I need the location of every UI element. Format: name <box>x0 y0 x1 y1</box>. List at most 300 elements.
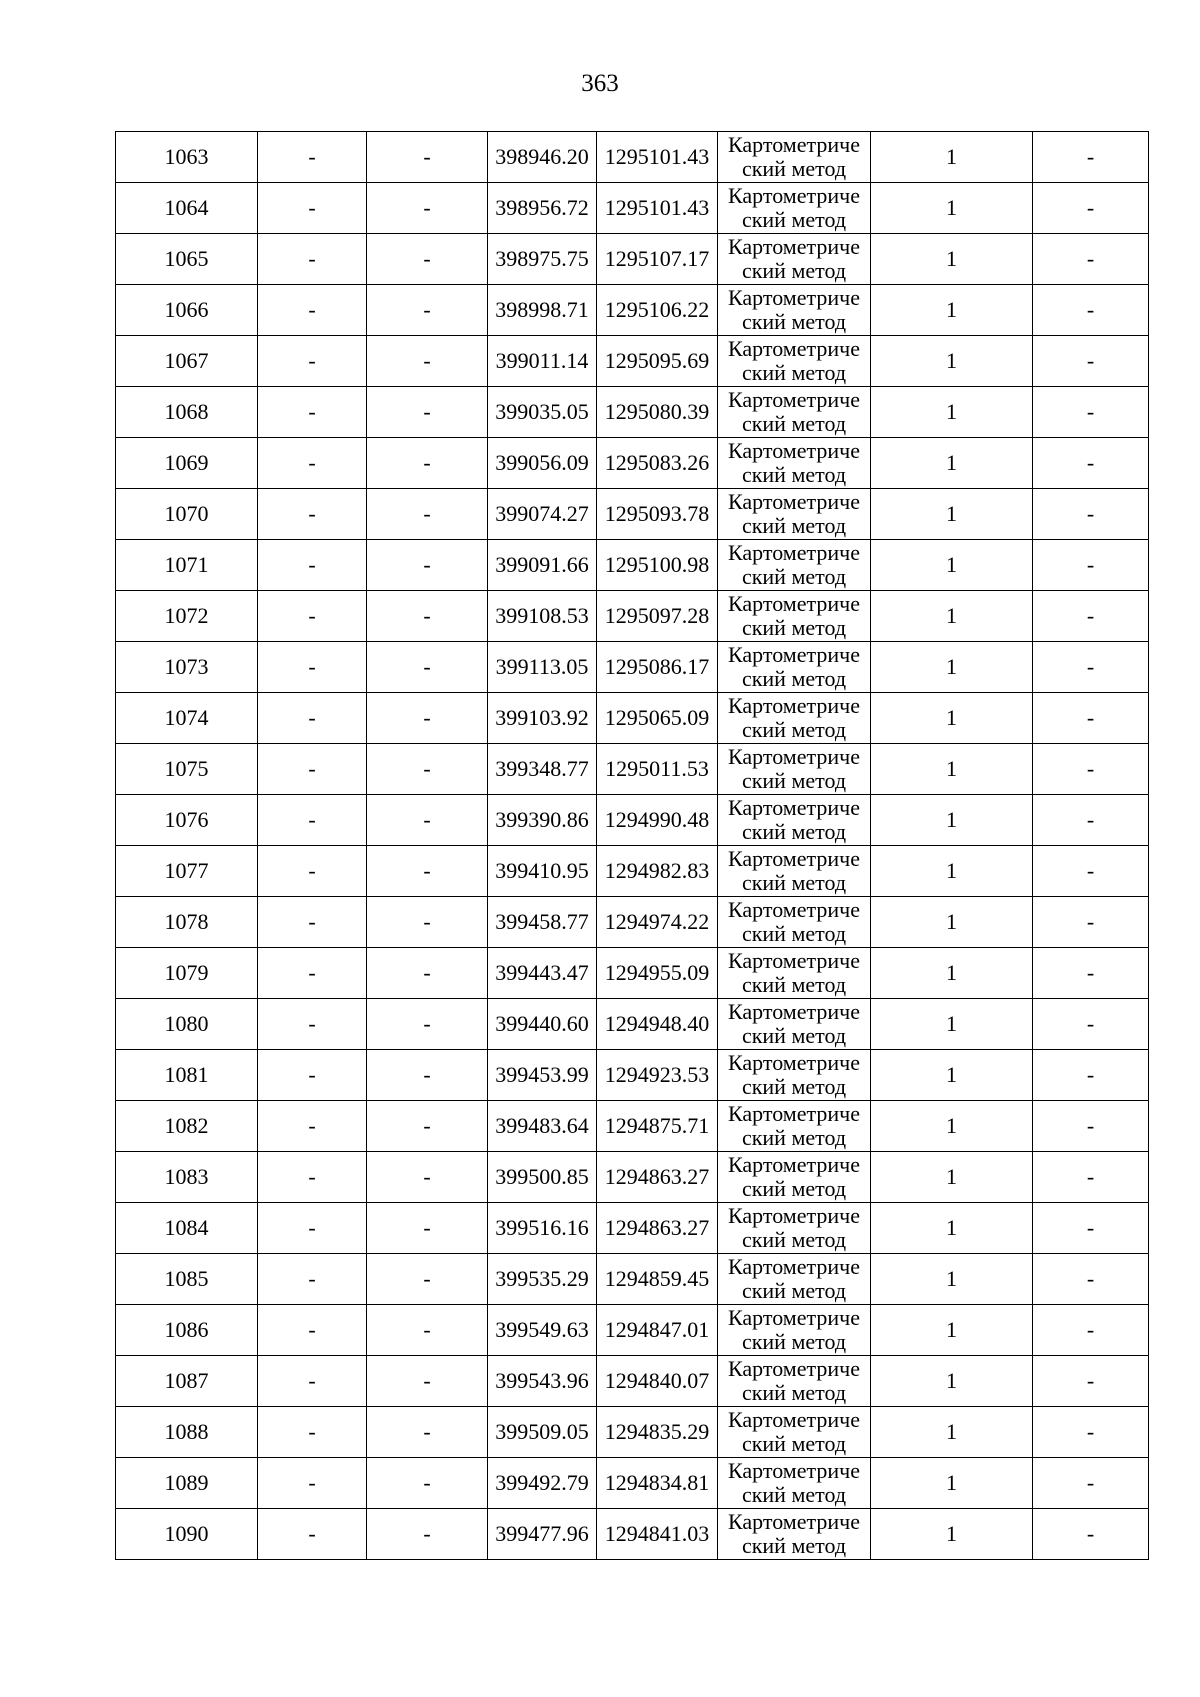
column-8-cell: - <box>1033 387 1149 438</box>
x-coordinate-cell: 399443.47 <box>488 948 597 999</box>
table-row <box>116 489 1149 540</box>
column-7-cell: 1 <box>871 1152 1033 1203</box>
y-coordinate-cell: 1294923.53 <box>597 1050 718 1101</box>
column-7-cell: 1 <box>871 1203 1033 1254</box>
point-number-cell: 1080 <box>116 999 258 1050</box>
method-line-2: ский метод <box>741 156 847 181</box>
method-line-1: Картометриче <box>728 1050 860 1075</box>
x-coordinate-cell: 399348.77 <box>488 744 597 795</box>
y-coordinate-cell: 1295080.39 <box>597 387 718 438</box>
x-coordinate-cell: 399056.09 <box>488 438 597 489</box>
method-line-2: ский метод <box>741 666 847 691</box>
method-cell <box>718 183 871 234</box>
method-cell <box>718 1152 871 1203</box>
method-cell <box>718 1407 871 1458</box>
method-line-2: ский метод <box>741 717 847 742</box>
column-2-cell: - <box>258 1203 367 1254</box>
table-row <box>116 1152 1149 1203</box>
x-coordinate-cell: 399549.63 <box>488 1305 597 1356</box>
method-line-1: Картометриче <box>728 591 860 616</box>
method-text <box>718 999 870 1049</box>
column-8-cell: - <box>1033 1050 1149 1101</box>
column-2-cell: - <box>258 795 367 846</box>
y-coordinate-cell: 1294841.03 <box>597 1509 718 1560</box>
table-row <box>116 1050 1149 1101</box>
point-number-cell: 1086 <box>116 1305 258 1356</box>
column-7-cell: 1 <box>871 1458 1033 1509</box>
column-7-cell: 1 <box>871 1407 1033 1458</box>
x-coordinate-cell: 398998.71 <box>488 285 597 336</box>
column-7-cell: 1 <box>871 336 1033 387</box>
point-number-cell: 1066 <box>116 285 258 336</box>
column-7-cell: 1 <box>871 693 1033 744</box>
method-line-2: ский метод <box>741 1023 847 1048</box>
column-7-cell: 1 <box>871 234 1033 285</box>
method-text <box>718 183 870 233</box>
column-3-cell: - <box>367 387 488 438</box>
column-2-cell: - <box>258 1254 367 1305</box>
method-cell <box>718 948 871 999</box>
method-cell <box>718 1101 871 1152</box>
x-coordinate-cell: 398956.72 <box>488 183 597 234</box>
method-line-1: Картометриче <box>728 1458 860 1483</box>
column-8-cell: - <box>1033 132 1149 183</box>
table-row <box>116 234 1149 285</box>
method-text <box>718 336 870 386</box>
x-coordinate-cell: 399108.53 <box>488 591 597 642</box>
point-number-cell: 1074 <box>116 693 258 744</box>
column-3-cell: - <box>367 1458 488 1509</box>
column-2-cell: - <box>258 387 367 438</box>
method-line-1: Картометриче <box>728 1101 860 1126</box>
method-line-2: ский метод <box>741 411 847 436</box>
column-2-cell: - <box>258 1050 367 1101</box>
column-2-cell: - <box>258 234 367 285</box>
method-line-1: Картометриче <box>728 1509 860 1534</box>
column-2-cell: - <box>258 438 367 489</box>
column-3-cell: - <box>367 642 488 693</box>
method-line-1: Картометриче <box>728 795 860 820</box>
method-cell <box>718 1050 871 1101</box>
table-row <box>116 132 1149 183</box>
column-3-cell: - <box>367 438 488 489</box>
method-cell <box>718 438 871 489</box>
method-text <box>718 591 870 641</box>
column-8-cell: - <box>1033 336 1149 387</box>
column-7-cell: 1 <box>871 438 1033 489</box>
table-row <box>116 591 1149 642</box>
point-number-cell: 1082 <box>116 1101 258 1152</box>
x-coordinate-cell: 399509.05 <box>488 1407 597 1458</box>
column-7-cell: 1 <box>871 1305 1033 1356</box>
method-cell <box>718 693 871 744</box>
column-3-cell: - <box>367 183 488 234</box>
column-8-cell: - <box>1033 1509 1149 1560</box>
column-2-cell: - <box>258 642 367 693</box>
x-coordinate-cell: 399103.92 <box>488 693 597 744</box>
y-coordinate-cell: 1295065.09 <box>597 693 718 744</box>
method-text <box>718 1203 870 1253</box>
method-line-1: Картометриче <box>728 744 860 769</box>
method-line-2: ский метод <box>741 1074 847 1099</box>
column-8-cell: - <box>1033 948 1149 999</box>
table-row <box>116 897 1149 948</box>
x-coordinate-cell: 399543.96 <box>488 1356 597 1407</box>
method-cell <box>718 540 871 591</box>
y-coordinate-cell: 1294834.81 <box>597 1458 718 1509</box>
column-8-cell: - <box>1033 285 1149 336</box>
method-text <box>718 948 870 998</box>
table-row <box>116 285 1149 336</box>
column-8-cell: - <box>1033 1356 1149 1407</box>
table-row <box>116 1305 1149 1356</box>
table-row <box>116 1509 1149 1560</box>
column-3-cell: - <box>367 1254 488 1305</box>
method-line-2: ский метод <box>741 972 847 997</box>
table-row <box>116 1203 1149 1254</box>
column-3-cell: - <box>367 1509 488 1560</box>
x-coordinate-cell: 399535.29 <box>488 1254 597 1305</box>
column-3-cell: - <box>367 1407 488 1458</box>
column-8-cell: - <box>1033 1254 1149 1305</box>
point-number-cell: 1063 <box>116 132 258 183</box>
column-2-cell: - <box>258 744 367 795</box>
method-line-2: ский метод <box>741 309 847 334</box>
column-2-cell: - <box>258 540 367 591</box>
column-7-cell: 1 <box>871 744 1033 795</box>
point-number-cell: 1089 <box>116 1458 258 1509</box>
table-row <box>116 948 1149 999</box>
method-line-1: Картометриче <box>728 642 860 667</box>
column-7-cell: 1 <box>871 1509 1033 1560</box>
point-number-cell: 1079 <box>116 948 258 999</box>
x-coordinate-cell: 399035.05 <box>488 387 597 438</box>
point-number-cell: 1073 <box>116 642 258 693</box>
method-line-1: Картометриче <box>728 1203 860 1228</box>
column-7-cell: 1 <box>871 132 1033 183</box>
table-row <box>116 1101 1149 1152</box>
column-8-cell: - <box>1033 540 1149 591</box>
y-coordinate-cell: 1295083.26 <box>597 438 718 489</box>
x-coordinate-cell: 399074.27 <box>488 489 597 540</box>
table-row <box>116 642 1149 693</box>
method-cell <box>718 1356 871 1407</box>
column-2-cell: - <box>258 897 367 948</box>
column-7-cell: 1 <box>871 387 1033 438</box>
point-number-cell: 1085 <box>116 1254 258 1305</box>
column-3-cell: - <box>367 285 488 336</box>
method-line-2: ский метод <box>741 462 847 487</box>
column-7-cell: 1 <box>871 999 1033 1050</box>
column-2-cell: - <box>258 285 367 336</box>
column-3-cell: - <box>367 489 488 540</box>
column-3-cell: - <box>367 132 488 183</box>
x-coordinate-cell: 399500.85 <box>488 1152 597 1203</box>
method-text <box>718 693 870 743</box>
x-coordinate-cell: 399453.99 <box>488 1050 597 1101</box>
column-7-cell: 1 <box>871 489 1033 540</box>
method-text <box>718 540 870 590</box>
method-line-2: ский метод <box>741 207 847 232</box>
table-row <box>116 846 1149 897</box>
method-line-1: Картометриче <box>728 1152 860 1177</box>
table-row <box>116 438 1149 489</box>
method-cell <box>718 387 871 438</box>
method-text <box>718 744 870 794</box>
method-line-1: Картометриче <box>728 1407 860 1432</box>
column-7-cell: 1 <box>871 948 1033 999</box>
y-coordinate-cell: 1294840.07 <box>597 1356 718 1407</box>
y-coordinate-cell: 1294982.83 <box>597 846 718 897</box>
method-line-2: ский метод <box>741 1482 847 1507</box>
method-text <box>718 1509 870 1559</box>
column-8-cell: - <box>1033 1152 1149 1203</box>
table-row <box>116 744 1149 795</box>
method-line-2: ский метод <box>741 1533 847 1558</box>
column-3-cell: - <box>367 1356 488 1407</box>
column-2-cell: - <box>258 1407 367 1458</box>
method-text <box>718 897 870 947</box>
method-line-1: Картометриче <box>728 540 860 565</box>
column-3-cell: - <box>367 693 488 744</box>
method-text <box>718 1254 870 1304</box>
column-7-cell: 1 <box>871 285 1033 336</box>
point-number-cell: 1069 <box>116 438 258 489</box>
method-line-1: Картометриче <box>728 999 860 1024</box>
column-7-cell: 1 <box>871 1050 1033 1101</box>
method-cell <box>718 795 871 846</box>
method-line-1: Картометриче <box>728 438 860 463</box>
column-7-cell: 1 <box>871 1101 1033 1152</box>
method-line-1: Картометриче <box>728 132 860 157</box>
y-coordinate-cell: 1295093.78 <box>597 489 718 540</box>
method-line-1: Картометриче <box>728 693 860 718</box>
point-number-cell: 1071 <box>116 540 258 591</box>
x-coordinate-cell: 399477.96 <box>488 1509 597 1560</box>
column-2-cell: - <box>258 999 367 1050</box>
method-line-1: Картометриче <box>728 1254 860 1279</box>
column-7-cell: 1 <box>871 1254 1033 1305</box>
x-coordinate-cell: 399390.86 <box>488 795 597 846</box>
x-coordinate-cell: 399410.95 <box>488 846 597 897</box>
method-cell <box>718 132 871 183</box>
method-line-1: Картометриче <box>728 336 860 361</box>
y-coordinate-cell: 1294990.48 <box>597 795 718 846</box>
method-line-2: ский метод <box>741 1227 847 1252</box>
table-row <box>116 540 1149 591</box>
x-coordinate-cell: 398975.75 <box>488 234 597 285</box>
method-cell <box>718 489 871 540</box>
column-2-cell: - <box>258 693 367 744</box>
column-3-cell: - <box>367 846 488 897</box>
y-coordinate-cell: 1294875.71 <box>597 1101 718 1152</box>
column-8-cell: - <box>1033 183 1149 234</box>
method-cell <box>718 744 871 795</box>
method-line-1: Картометриче <box>728 489 860 514</box>
point-number-cell: 1065 <box>116 234 258 285</box>
column-8-cell: - <box>1033 744 1149 795</box>
table-row <box>116 183 1149 234</box>
x-coordinate-cell: 399011.14 <box>488 336 597 387</box>
method-line-2: ский метод <box>741 1329 847 1354</box>
column-8-cell: - <box>1033 1407 1149 1458</box>
column-8-cell: - <box>1033 846 1149 897</box>
y-coordinate-cell: 1295097.28 <box>597 591 718 642</box>
method-text <box>718 132 870 182</box>
column-8-cell: - <box>1033 438 1149 489</box>
y-coordinate-cell: 1295107.17 <box>597 234 718 285</box>
method-line-2: ский метод <box>741 1431 847 1456</box>
point-number-cell: 1090 <box>116 1509 258 1560</box>
method-cell <box>718 234 871 285</box>
method-cell <box>718 591 871 642</box>
method-line-2: ский метод <box>741 768 847 793</box>
x-coordinate-cell: 399113.05 <box>488 642 597 693</box>
point-number-cell: 1087 <box>116 1356 258 1407</box>
method-text <box>718 1458 870 1508</box>
column-3-cell: - <box>367 744 488 795</box>
point-number-cell: 1070 <box>116 489 258 540</box>
column-3-cell: - <box>367 336 488 387</box>
column-7-cell: 1 <box>871 642 1033 693</box>
column-2-cell: - <box>258 336 367 387</box>
column-8-cell: - <box>1033 897 1149 948</box>
method-line-2: ский метод <box>741 615 847 640</box>
column-2-cell: - <box>258 846 367 897</box>
column-7-cell: 1 <box>871 795 1033 846</box>
table-row <box>116 999 1149 1050</box>
column-2-cell: - <box>258 591 367 642</box>
column-8-cell: - <box>1033 642 1149 693</box>
method-text <box>718 1356 870 1406</box>
method-line-2: ский метод <box>741 1380 847 1405</box>
column-2-cell: - <box>258 1152 367 1203</box>
column-8-cell: - <box>1033 234 1149 285</box>
method-cell <box>718 897 871 948</box>
table-row <box>116 336 1149 387</box>
table-row <box>116 1458 1149 1509</box>
method-text <box>718 285 870 335</box>
method-line-2: ский метод <box>741 1176 847 1201</box>
table-row <box>116 693 1149 744</box>
y-coordinate-cell: 1295106.22 <box>597 285 718 336</box>
y-coordinate-cell: 1295095.69 <box>597 336 718 387</box>
column-7-cell: 1 <box>871 1356 1033 1407</box>
table-row <box>116 387 1149 438</box>
point-number-cell: 1088 <box>116 1407 258 1458</box>
column-8-cell: - <box>1033 795 1149 846</box>
method-text <box>718 234 870 284</box>
method-text <box>718 795 870 845</box>
column-8-cell: - <box>1033 1203 1149 1254</box>
page-number: 363 <box>581 70 619 97</box>
column-8-cell: - <box>1033 693 1149 744</box>
column-3-cell: - <box>367 948 488 999</box>
column-3-cell: - <box>367 591 488 642</box>
table-row <box>116 1356 1149 1407</box>
method-line-2: ский метод <box>741 870 847 895</box>
column-8-cell: - <box>1033 1101 1149 1152</box>
column-2-cell: - <box>258 489 367 540</box>
method-text <box>718 1050 870 1100</box>
method-text <box>718 846 870 896</box>
method-line-1: Картометриче <box>728 1356 860 1381</box>
column-7-cell: 1 <box>871 846 1033 897</box>
method-line-2: ский метод <box>741 819 847 844</box>
column-2-cell: - <box>258 1356 367 1407</box>
point-number-cell: 1083 <box>116 1152 258 1203</box>
method-text <box>718 1152 870 1202</box>
column-8-cell: - <box>1033 591 1149 642</box>
method-cell <box>718 999 871 1050</box>
method-line-1: Картометриче <box>728 387 860 412</box>
point-number-cell: 1081 <box>116 1050 258 1101</box>
method-line-1: Картометриче <box>728 846 860 871</box>
y-coordinate-cell: 1294948.40 <box>597 999 718 1050</box>
point-number-cell: 1064 <box>116 183 258 234</box>
point-number-cell: 1077 <box>116 846 258 897</box>
point-number-cell: 1084 <box>116 1203 258 1254</box>
y-coordinate-cell: 1294859.45 <box>597 1254 718 1305</box>
y-coordinate-cell: 1295011.53 <box>597 744 718 795</box>
method-cell <box>718 285 871 336</box>
coordinates-table <box>115 131 1149 1560</box>
method-cell <box>718 642 871 693</box>
method-line-2: ский метод <box>741 921 847 946</box>
method-cell <box>718 336 871 387</box>
y-coordinate-cell: 1295101.43 <box>597 132 718 183</box>
x-coordinate-cell: 399483.64 <box>488 1101 597 1152</box>
column-8-cell: - <box>1033 1305 1149 1356</box>
column-3-cell: - <box>367 795 488 846</box>
method-line-2: ский метод <box>741 1278 847 1303</box>
table-row <box>116 1407 1149 1458</box>
table-row <box>116 795 1149 846</box>
method-line-2: ский метод <box>741 258 847 283</box>
column-8-cell: - <box>1033 1458 1149 1509</box>
method-cell <box>718 846 871 897</box>
x-coordinate-cell: 399458.77 <box>488 897 597 948</box>
column-2-cell: - <box>258 1509 367 1560</box>
point-number-cell: 1072 <box>116 591 258 642</box>
method-cell <box>718 1254 871 1305</box>
y-coordinate-cell: 1294955.09 <box>597 948 718 999</box>
method-text <box>718 387 870 437</box>
method-cell <box>718 1203 871 1254</box>
column-8-cell: - <box>1033 489 1149 540</box>
column-3-cell: - <box>367 999 488 1050</box>
column-7-cell: 1 <box>871 897 1033 948</box>
method-text <box>718 1305 870 1355</box>
method-line-2: ский метод <box>741 1125 847 1150</box>
y-coordinate-cell: 1295101.43 <box>597 183 718 234</box>
table-row <box>116 1254 1149 1305</box>
y-coordinate-cell: 1295100.98 <box>597 540 718 591</box>
x-coordinate-cell: 399440.60 <box>488 999 597 1050</box>
column-2-cell: - <box>258 183 367 234</box>
point-number-cell: 1076 <box>116 795 258 846</box>
y-coordinate-cell: 1294974.22 <box>597 897 718 948</box>
x-coordinate-cell: 399091.66 <box>488 540 597 591</box>
column-2-cell: - <box>258 1101 367 1152</box>
method-line-1: Картометриче <box>728 234 860 259</box>
method-line-2: ский метод <box>741 564 847 589</box>
column-3-cell: - <box>367 1101 488 1152</box>
column-3-cell: - <box>367 897 488 948</box>
point-number-cell: 1067 <box>116 336 258 387</box>
column-3-cell: - <box>367 1050 488 1101</box>
column-7-cell: 1 <box>871 183 1033 234</box>
